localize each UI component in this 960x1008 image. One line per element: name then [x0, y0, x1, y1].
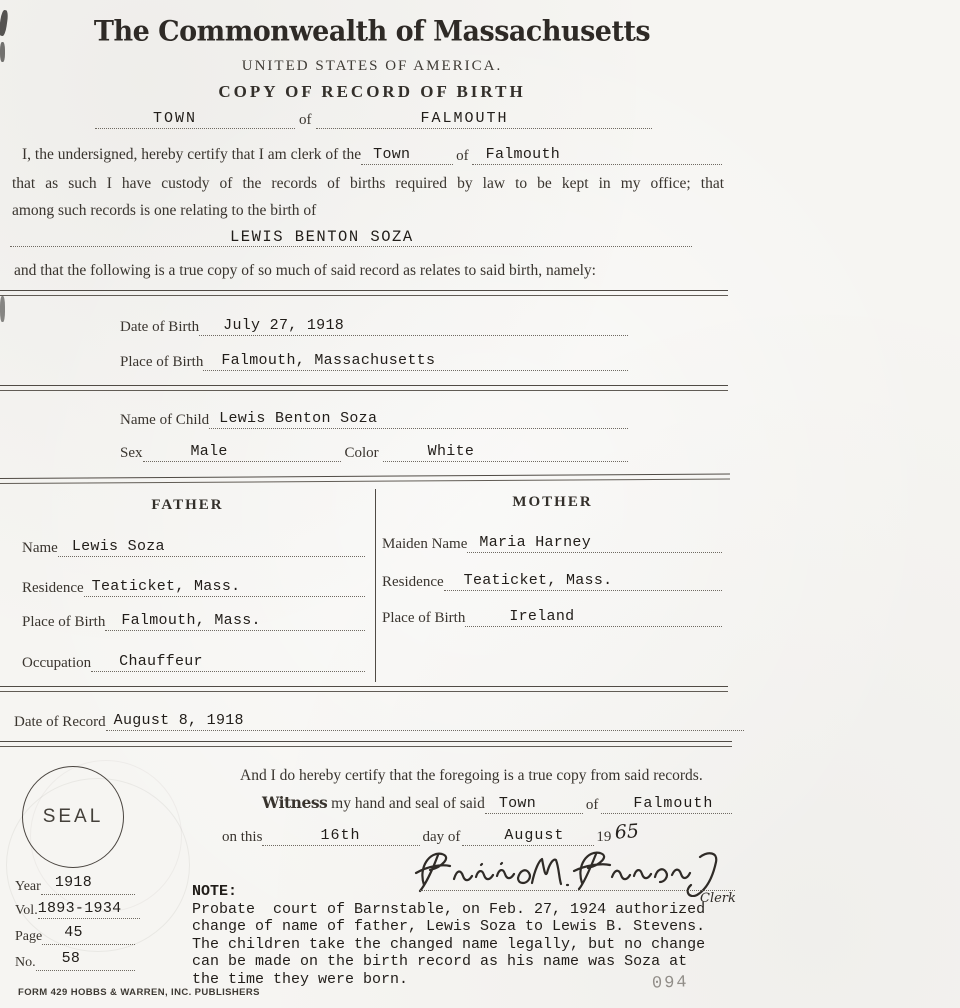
date-of-birth-row: [120, 317, 628, 336]
father-name-row: [22, 538, 365, 557]
municipality-name-field: [316, 110, 653, 129]
mother-maiden-name-label: Maiden Name: [382, 536, 468, 552]
name-of-child-field: [209, 410, 628, 429]
father-residence-row: [22, 578, 365, 597]
town-seal: [22, 766, 124, 868]
date-of-record-row: [14, 712, 744, 731]
note-heading: NOTE:: [192, 883, 238, 900]
clerk-municipality-type-value: Town: [373, 146, 411, 163]
record-no-field: [36, 952, 135, 971]
section-divider: [0, 385, 728, 391]
municipality-line: [95, 110, 652, 129]
date-signed-line: [222, 820, 714, 846]
date-of-record-field: [106, 712, 744, 731]
color-label: Color: [344, 445, 379, 461]
place-of-birth-value: Falmouth, Massachusetts: [221, 352, 436, 369]
clerk-municipality-name-field: [472, 146, 722, 165]
place-of-birth-field: [203, 352, 628, 371]
father-birthplace-label: Place of Birth: [22, 614, 106, 630]
day-of-label: day of: [422, 829, 461, 845]
section-divider: [0, 474, 730, 484]
record-vol-value: 1893-1934: [37, 900, 122, 917]
intro-line-1: [22, 145, 722, 165]
intro-of-label: of: [456, 148, 469, 164]
witness-municipality-type-field: [485, 795, 583, 814]
clerk-title-label: Clerk: [700, 891, 736, 906]
note-body: [192, 901, 705, 988]
page-number: 094: [651, 973, 689, 994]
name-of-child-row: [120, 410, 628, 429]
intro-line-2: that as such I have custody of the records of births required by law to be kept in my office; that: [12, 175, 724, 192]
father-section-heading: FATHER: [151, 497, 224, 513]
sex-color-row: [120, 443, 628, 462]
section-divider: [0, 741, 732, 747]
note-line: Probate court of Barnstable, on Feb. 27, 1924 authorized: [192, 901, 706, 918]
mother-residence-label: Residence: [382, 574, 444, 590]
handwritten-year: 65: [614, 820, 641, 844]
clerk-municipality-name-value: Falmouth: [485, 146, 561, 163]
intro-closing: and that the following is a true copy of so much of said record as relates to said birth, namely:: [14, 262, 596, 279]
record-no-value: 58: [61, 950, 81, 967]
father-occupation-field: [91, 653, 365, 672]
place-of-birth-row: [120, 352, 628, 371]
date-of-record-value: August 8, 1918: [113, 712, 244, 729]
parents-column-divider: [375, 489, 376, 682]
mother-residence-value: Teaticket, Mass.: [463, 572, 613, 589]
mother-residence-field: [444, 572, 722, 591]
mother-birthplace-row: [382, 608, 722, 627]
on-this-label: on this: [222, 829, 263, 845]
note-line: change of name of father, Lewis Soza to Lewis B. Stevens.: [192, 918, 706, 936]
witness-municipality-name-field: [601, 795, 732, 814]
clerk-municipality-type-field: [361, 146, 453, 165]
date-of-birth-value: July 27, 1918: [223, 317, 345, 334]
father-name-field: [58, 538, 365, 557]
witness-text: [262, 793, 485, 814]
record-page-value: 45: [64, 924, 83, 941]
mother-maiden-name-row: [382, 534, 722, 553]
sex-field: [143, 443, 341, 462]
witness-line: [262, 793, 732, 814]
date-of-record-label: Date of Record: [14, 714, 106, 730]
municipality-type-value: TOWN: [153, 110, 198, 127]
father-birthplace-row: [22, 612, 365, 631]
page-title: The Commonwealth of Massachusetts: [93, 15, 651, 48]
section-divider: [0, 290, 728, 296]
record-page-label: Page: [15, 929, 43, 944]
intro-line-1-text: I, the undersigned, hereby certify that I am clerk of the: [22, 146, 362, 163]
record-no-row: [15, 952, 135, 971]
color-field: [383, 443, 628, 462]
form-publisher-info: FORM 429 HOBBS & WARREN, INC. PUBLISHERS: [18, 987, 260, 998]
certify-true-copy-line: And I do hereby certify that the foregoing is a true copy from said records.: [240, 767, 703, 784]
sex-label: Sex: [120, 445, 143, 461]
section-divider: [0, 686, 728, 692]
record-year-field: [41, 876, 135, 895]
scan-smudge: [0, 296, 5, 322]
mother-birthplace-field: [465, 608, 722, 627]
father-birthplace-value: Falmouth, Mass.: [121, 612, 261, 629]
name-of-child-label: Name of Child: [120, 412, 210, 428]
document-header: [0, 16, 744, 47]
municipality-type-field: [95, 110, 295, 129]
witness-municipality-type-value: Town: [498, 795, 537, 812]
note-line: The children take the changed name legally, but no change: [192, 935, 706, 953]
sex-value: Male: [190, 443, 228, 460]
month-field: [462, 827, 594, 846]
mother-maiden-name-field: [467, 534, 722, 553]
place-of-birth-label: Place of Birth: [120, 354, 204, 370]
father-residence-label: Residence: [22, 580, 84, 596]
header-subtitle: UNITED STATES OF AMERICA.: [241, 58, 503, 74]
mother-residence-row: [382, 572, 722, 591]
child-name-rule: [10, 246, 692, 247]
of-label: of: [299, 112, 312, 128]
father-occupation-row: [22, 653, 365, 672]
mother-birthplace-value: Ireland: [509, 608, 575, 625]
month-value: August: [504, 827, 565, 844]
day-field: [262, 827, 420, 846]
father-occupation-value: Chauffeur: [119, 653, 203, 670]
record-year-label: Year: [15, 879, 41, 894]
father-birthplace-field: [105, 612, 365, 631]
document-type-title: COPY OF RECORD OF BIRTH: [218, 82, 526, 101]
mother-section-heading: MOTHER: [512, 494, 593, 510]
record-page-row: [15, 926, 135, 945]
record-no-label: No.: [15, 955, 36, 970]
witness-of-label: of: [585, 797, 599, 813]
record-vol-label: Vol.: [15, 903, 38, 918]
father-residence-value: Teaticket, Mass.: [91, 578, 241, 595]
record-year-value: 1918: [54, 874, 93, 891]
municipality-name-value: FALMOUTH: [420, 110, 509, 127]
witness-word: Witness: [262, 793, 328, 812]
intro-line-3: among such records is one relating to the birth of: [12, 202, 317, 219]
certified-child-name: LEWIS BENTON SOZA: [230, 228, 414, 246]
day-value: 16th: [320, 827, 361, 844]
note-line: can be made on the birth record as his name was Soza at: [192, 953, 688, 971]
signature-rule: [420, 890, 735, 891]
date-of-birth-label: Date of Birth: [120, 319, 200, 335]
father-name-label: Name: [22, 540, 58, 556]
mother-maiden-name-value: Maria Harney: [479, 534, 592, 551]
witness-municipality-name-value: Falmouth: [633, 795, 714, 812]
color-value: White: [427, 443, 475, 460]
father-residence-field: [84, 578, 365, 597]
record-vol-row: [15, 900, 140, 919]
mother-birthplace-label: Place of Birth: [382, 610, 466, 626]
record-year-row: [15, 876, 135, 895]
father-name-value: Lewis Soza: [71, 538, 165, 555]
year-prefix-label: 19: [596, 829, 612, 845]
witness-rest: my hand and seal of said: [331, 795, 485, 812]
record-vol-field: [38, 900, 140, 919]
note-line: the time they were born.: [192, 970, 409, 988]
seal-label: SEAL: [42, 806, 104, 827]
date-of-birth-field: [199, 317, 628, 336]
record-page-field: [42, 926, 135, 945]
father-occupation-label: Occupation: [22, 655, 92, 671]
name-of-child-value: Lewis Benton Soza: [219, 410, 378, 427]
